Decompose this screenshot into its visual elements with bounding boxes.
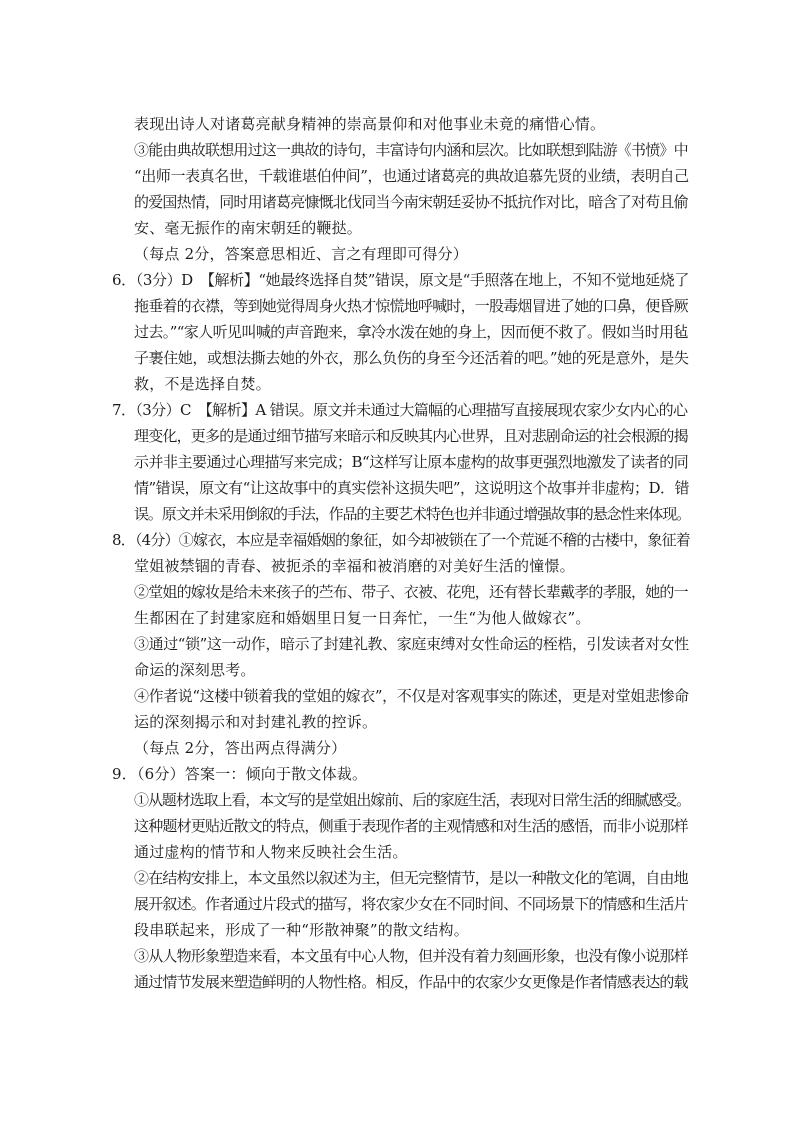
text-line: 堂姐被禁锢的青春、被扼杀的幸福和被消磨的对美好生活的憧憬。 (134, 557, 575, 575)
text-line: 拖垂着的衣襟，等到她觉得周身火热才惊慌地呼喊时，一股毒烟冒进了她的口鼻，便昏厥 (134, 297, 688, 315)
text-line: 安、毫无振作的南宋朝廷的鞭挞。 (134, 219, 363, 237)
text-line: 运的深刻揭示和对封建礼教的控诉。 (134, 713, 378, 731)
text-line: ④作者说“这楼中锁着我的堂姐的嫁衣”，不仅是对客观事实的陈述，更是对堂姐悲惨命 (134, 687, 689, 705)
question-8-answer: 8．（4分）①嫁衣，本应是幸福婚姻的象征，如今却被锁在了一个荒诞不稽的古楼中，象征着 (112, 531, 690, 549)
text-line: 子裹住她，或想法撕去她的外衣，那么负伤的身至今还活着的吧。”她的死是意外，是失 (134, 349, 689, 367)
score-note: （每点 2分，答案意思相近、言之有理即可得分） (134, 245, 468, 263)
text-line: 过去。”“家人听见叫喊的声音跑来，拿冷水泼在她的身上，因而便不救了。假如当时用毡 (134, 323, 688, 341)
question-6-answer: 6．（3分）D 【解析】“她最终选择自焚”错误，原文是“手照落在地上，不知不觉地延烧了 (112, 271, 689, 289)
text-line: ③通过“锁”这一动作，暗示了封建礼教、家庭束缚对女性命运的桎梏，引发读者对女性 (134, 635, 689, 653)
text-line: ①从题材选取上看，本文写的是堂姐出嫁前、后的家庭生活，表现对日常生活的细腻感受。 (134, 791, 691, 809)
text-line: 示并非主要通过心理描写来完成；B“这样写让原本虚构的故事更强烈地激发了读者的同 (134, 453, 689, 471)
score-note: （每点 2分，答出两点得满分） (134, 739, 347, 757)
text-line: ②堂姐的嫁妆是给未来孩子的苎布、带子、衣被、花兜，还有替长辈戴孝的孝服，她的一 (134, 583, 688, 601)
text-line: 的爱国热情，同时用诸葛亮慷慨北伐同当今南宋朝廷妥协不抵抗作对比，暗含了对苟且偷 (134, 193, 688, 211)
text-line: 理变化，更多的是通过细节描写来暗示和反映其内心世界，且对悲剧命运的社会根源的揭 (134, 427, 688, 445)
question-9-answer: 9．（6分）答案一：倾向于散文体裁。 (112, 765, 368, 783)
text-line: 段串联起来，形成了一种“形散神聚”的散文结构。 (134, 921, 469, 939)
text-line: 生都困在了封建家庭和婚姻里日复一日奔忙，一生“为他人做嫁衣”。 (134, 609, 591, 627)
text-line: 通过情节发展来塑造鲜明的人物性格。相反，作品中的农家少女更像是作者情感表达的载 (134, 973, 688, 991)
text-line: 这种题材更贴近散文的特点，侧重于表现作者的主观情感和对生活的感悟，而非小说那样 (134, 817, 688, 835)
question-7-answer: 7．（3分）C 【解析】A 错误。原文并未通过大篇幅的心理描写直接展现农家少女内心的心 (112, 401, 688, 419)
text-line: 救，不是选择自焚。 (134, 375, 271, 393)
text-line: 展开叙述。作者通过片段式的描写，将农家少女在不同时间、不同场景下的情感和生活片 (134, 895, 688, 913)
text-line: 情”错误，原文有“让这故事中的真实偿补这损失吧”，这说明这个故事并非虚构；D．错 (134, 479, 690, 497)
text-line: ②在结构安排上，本文虽然以叙述为主，但无完整情节，是以一种散文化的笔调，自由地 (134, 869, 688, 887)
text-line: ③能由典故联想用过这一典故的诗句，丰富诗句内涵和层次。比如联想到陆游《书愤》中 (134, 141, 688, 159)
text-line: 通过虚构的情节和人物来反映社会生活。 (134, 843, 408, 861)
text-line: 命运的深刻思考。 (134, 661, 256, 679)
text-line: “出师一表真名世，千载谁堪伯仲间”，也通过诸葛亮的典故追慕先贤的业绩，表明自己 (134, 167, 689, 185)
text-line: ③从人物形象塑造来看，本文虽有中心人物，但并没有着力刻画形象，也没有像小说那样 (134, 947, 688, 965)
text-line: 表现出诗人对诸葛亮献身精神的崇高景仰和对他事业未竟的痛惜心情。 (134, 115, 606, 133)
text-line: 误。原文并未采用倒叙的手法，作品的主要艺术特色也并非通过增强故事的悬念性来体现。 (134, 505, 691, 523)
